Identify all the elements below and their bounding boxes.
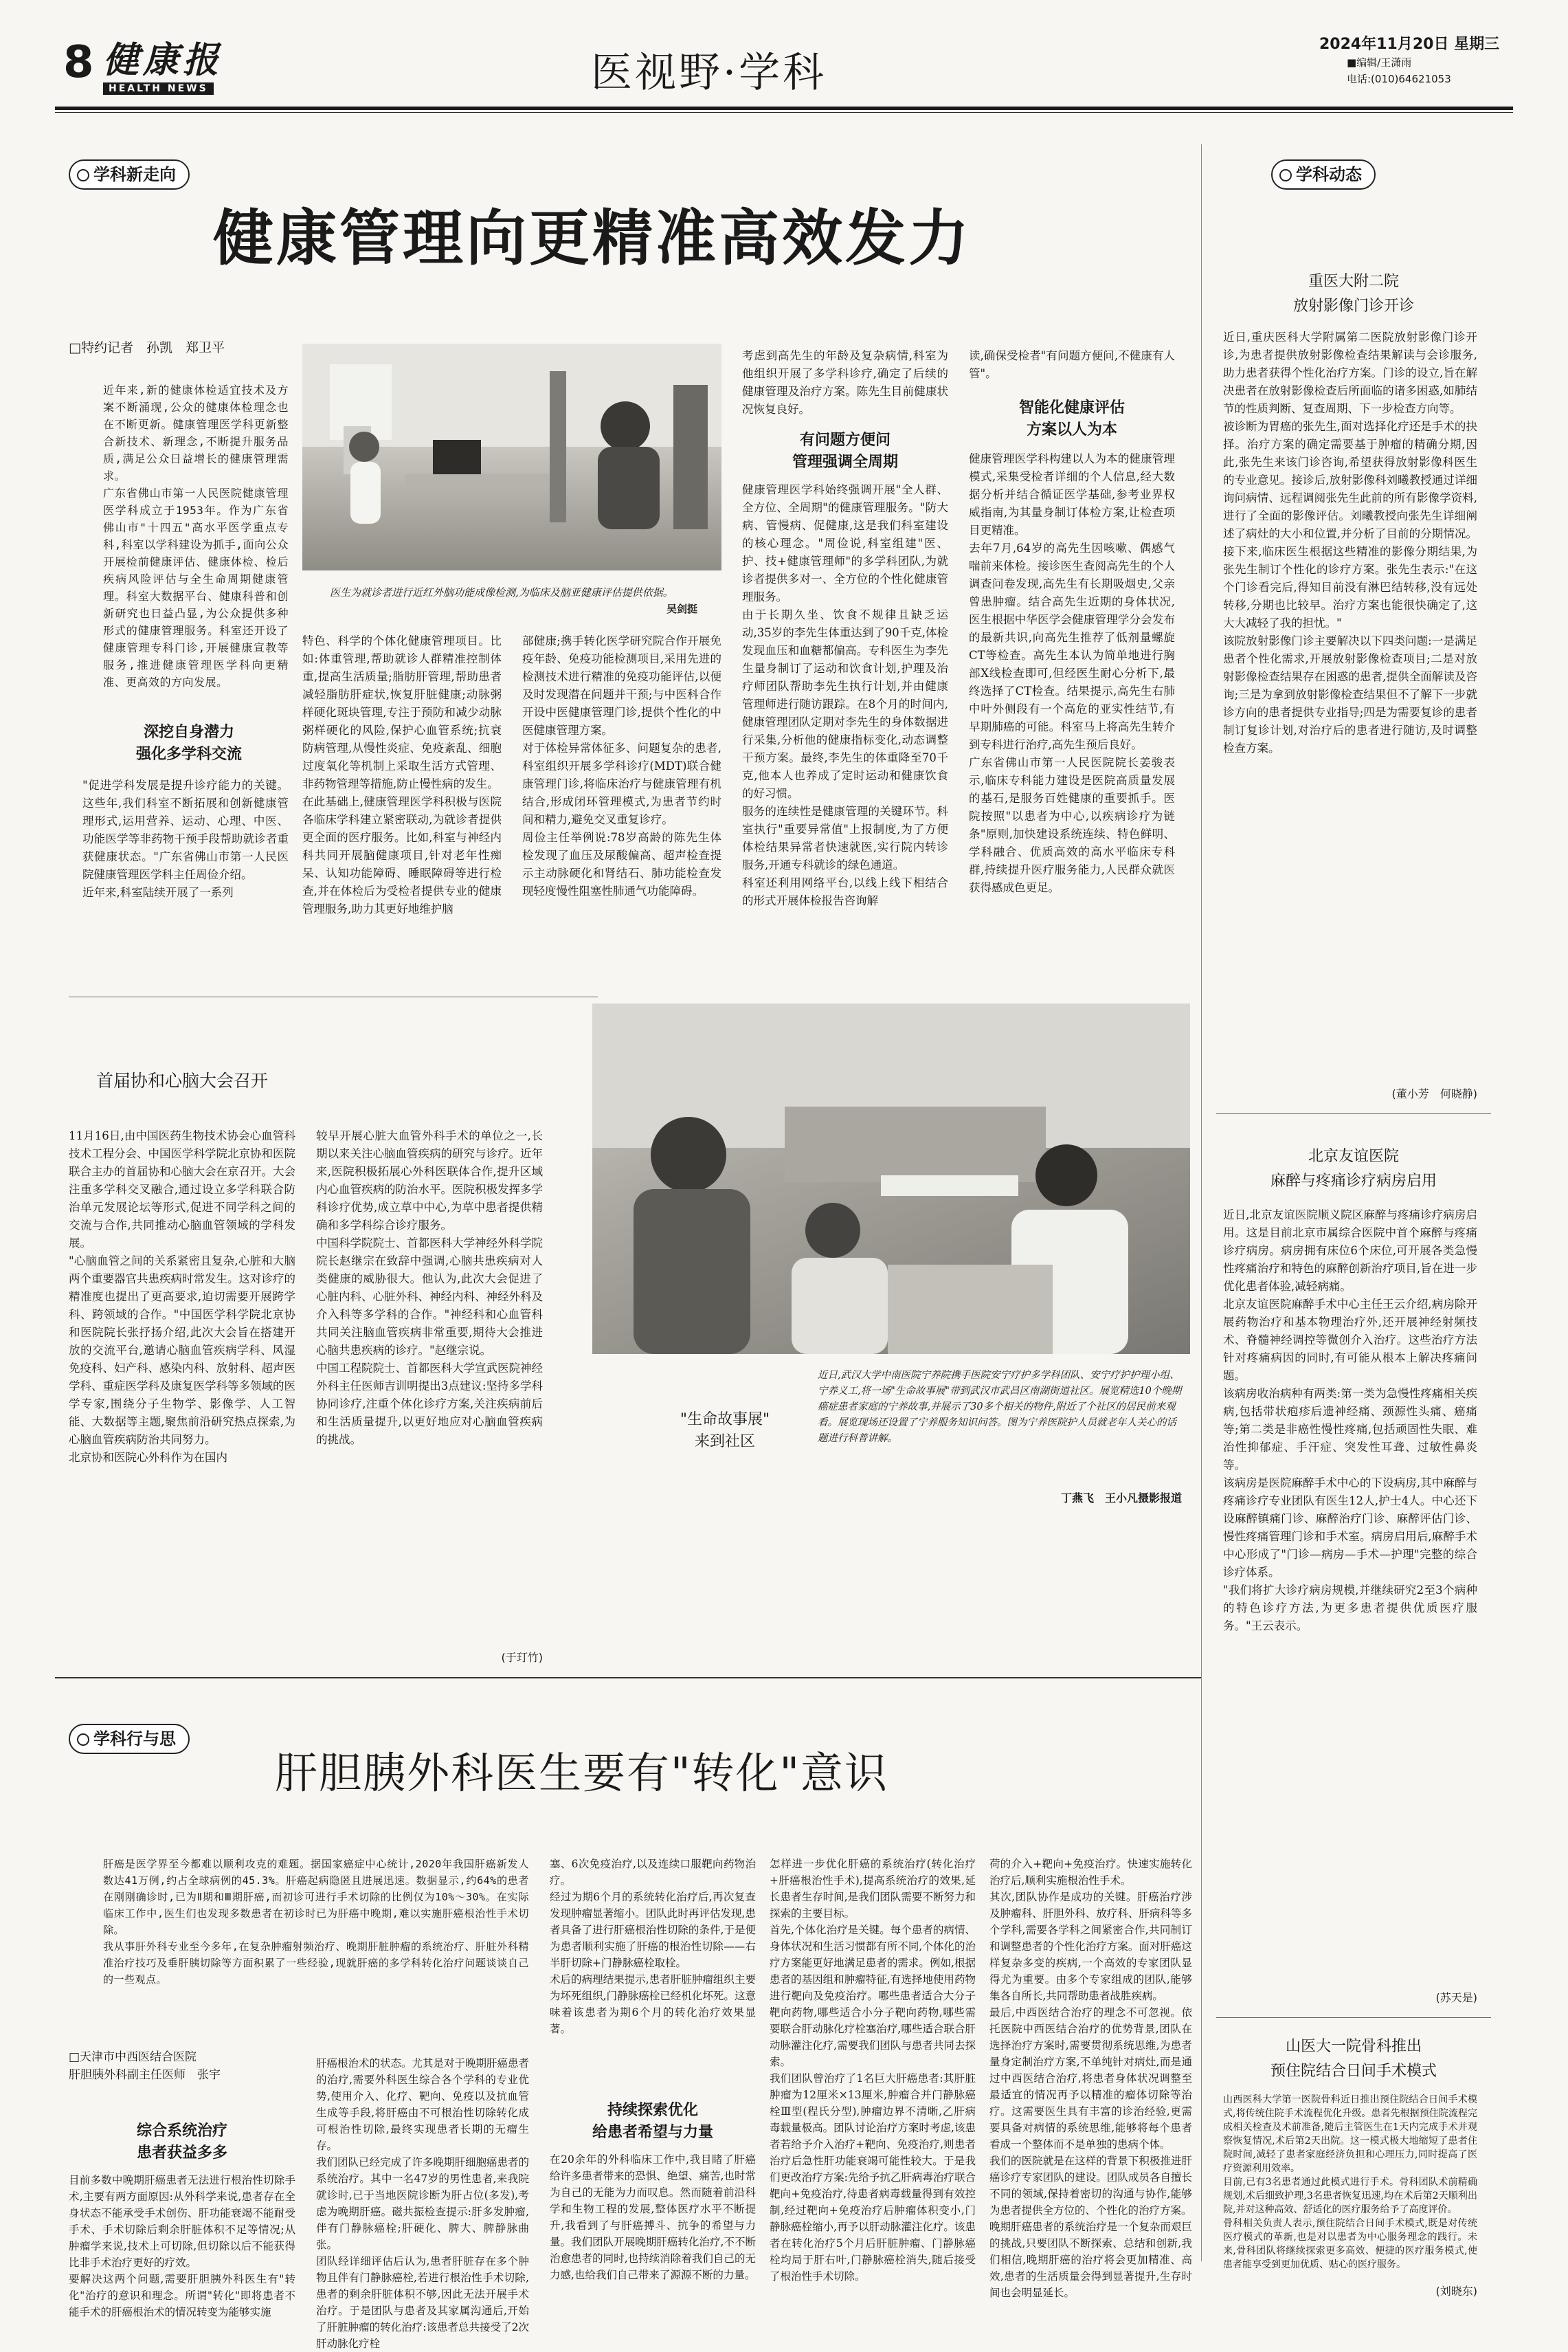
section-title: 医视野·学科	[591, 49, 827, 97]
middle-news-title: 首届协和心脑大会召开	[96, 1071, 269, 1091]
life-story-photo	[592, 1003, 1190, 1354]
right-news2-body: 近日,北京友谊医院顺义院区麻醉与疼痛诊疗病房启用。这是目前北京市属综合医院中首个麻醉与疼痛诊疗病房。病房拥有床位6个床位,可开展各类急慢性疼痛治疗和特色的麻醉创新治疗项目,旨在进一步优化患者体验,减轻病痛。 北京友谊医院麻醉手术中心主任王云介绍,病房除开展药物治疗和基本物理治疗外,还开展神经射频技术、脊髓神经调控等微创介入治疗。这些治疗方法针对疼痛病因的同时,有可能从根本上解决疼痛问题。 该病房收治病种有两类:第一类为急慢性疼痛相关疾病,包括带状疱疹后遗神经痛、颈源性头痛、癌痛等;第二类是非癌性慢性疼痛,包括顽固性失眠、难治性抑郁症、手汗症、突发性耳聋、过敏性鼻炎等。 该病房是医院麻醉手术中心的下设病房,其中麻醉与疼痛诊疗专业团队有医生12人,护士4人。中心还下设麻醉镇痛门诊、麻醉治疗门诊、麻醉评估门诊、慢性疼痛管理门诊和手术室。病房启用后,麻醉手术中心形成了"门诊—病房—手术—护理"完整的综合诊疗体系。 "我们将扩大诊疗病房规模,并继续研究2至3个病种的特色诊疗方法,为更多患者提供优质医疗服务。"王云表示。	[1223, 1208, 1477, 1632]
bottom-col-3b: 在20余年的外科临床工作中,我目睹了肝癌给许多患者带来的恐惧、绝望、痛苦,也时常为自己的无能为力而叹息。然而随着前沿科学和生物工程的发展,整体医疗水平不断提升,我看到了与肝癌搏斗、抗争的希望与力量。我们团队开展晚期肝癌转化治疗,不不断治愈患者的同时,也持续消除着我们自己的无力感,也给我们自己带来了源源不断的力量。	[550, 2153, 756, 2281]
bottom-subhead-2: 持续探索优化 给患者希望与力量	[592, 2102, 713, 2141]
main-subhead-1: 深挖自身潜力 强化多学科交流	[135, 724, 242, 763]
bottom-article-byline: □天津市中西医结合医院 肝胆胰外科副主任医师 张宇	[69, 2050, 221, 2082]
right-column-divider	[1201, 144, 1202, 2261]
paper-logo	[103, 40, 223, 95]
right-news1-body: 近日,重庆医科大学附属第二医院放射影像门诊开诊,为患者提供放射影像检查结果解读与会诊服务,助力患者获得个性化治疗方案。门诊的设立,旨在解决患者在放射影像检查后所面临的诸多困惑,如肺结节的性质判断、复查周期、下一步检查方向等。 被诊断为胃癌的张先生,面对选择化疗还是手术的抉择。治疗方案的确定需要基于肿瘤的精确分期,因此,张先生来该门诊咨询,希望获得放射影像科医生的专业意见。接诊后,放射影像科刘曦教授通过详细询问病情、远程调阅张先生此前的所有影像学资料,进行了全面的影像评估。刘曦教授向张先生详细阐述了病灶的大小和位置,并分析了目前的分期情况。接下来,临床医生根据这些精准的影像分期结果,为张先生制订个性化的诊疗方案。张先生表示:"在这个门诊看完后,得知目前没有淋巴结转移,没有远处转移,分期也比较早。治疗方案也能很快确定了,这大大减轻了我的担忧。" 该院放射影像门诊主要解决以下四类问题:一是满足患者个性化需求,开展放射影像检查项目;二是对放射影像检查结果存在困惑的患者,提供全面解读及咨询;三是为拿到放射影像检查结果但不了解下一步就诊方向的患者提供专业指导;四是为需要复诊的患者制订复诊计划,对治疗后的患者进行随访,及时调整检查方案。	[1223, 331, 1477, 755]
bottom-col-5: 荷的介入+靶向+免疫治疗。快速实施转化治疗后,顺利实施根治性手术。 其次,团队协作是成功的关键。肝癌治疗涉及肿瘤科、肝胆外科、放疗科、肝病科等多个学科,需要各学科之间紧密合作,共同制订和调整患者的个性化治疗方案。面对肝癌这样复杂多变的疾病,一个高效的专家团队显得尤为重要。由多个专家组成的团队,能够集各自所长,共同帮助患者战胜疾病。 最后,中西医结合治疗的理念不可忽视。依托医院中西医结合治疗的优势背景,团队在选择治疗方案时,需要贯彻系统思维,为患者量身定制治疗方案,不单纯针对病灶,而是通过中西医结合治疗,将患者身体状况调整至最适宜的情况再予以精准的瘤体切除等治疗。这需要医生具有丰富的诊治经验,更需要具备对病情的系统思维,能够将每个患者看成一个整体而不是单独的患病个体。 我们的医院就是在这样的背景下积极推进肝癌诊疗专家团队的建设。团队成员各自擅长不同的领域,保持着密切的沟通与协作,能够为患者提供全方位的、个性化的治疗方案。 晚期肝癌患者的系统治疗是一个复杂而艰巨的挑战,只要团队不断探索、总结和创新,我们相信,晚期肝癌的治疗将会更加精准、高效,患者的生活质量会得到显著提升,生存时间也会明显延长。	[989, 1858, 1192, 2299]
middle-news-credit: (于玎竹)	[501, 1651, 543, 1664]
paper-en-name: HEALTH NEWS	[103, 82, 214, 95]
bottom-col-4: 怎样进一步优化肝癌的系统治疗(转化治疗+肝癌根治性手术),提高系统治疗的效果,延长患者生存时间,是我们团队需要不断努力和探索的主要目标。 首先,个体化治疗是关键。每个患者的病情、身体状况和生活习惯都有所不同,个体化的治疗方案能更好地满足患者的需求。例如,根据患者的基因组和肿瘤特征,有选择地使用药物进行靶向及免疫治疗。哪些患者适合大分子靶向药物,哪些适合小分子靶向药物,哪些需要联合肝动脉化疗栓塞治疗,哪些适合联合肝动脉灌注化疗,需要我们团队与患者共同去探索。 我们团队曾治疗了1名巨大肝癌患者:其肝脏肿瘤为12厘米×13厘米,肿瘤合并门静脉癌栓Ⅲ型(程氏分型),肿瘤边界不清晰,乙肝病毒载量极高。团队讨论治疗方案时考虑,该患者若给予介入治疗+靶向、免疫治疗,则患者治疗后急性肝功能衰竭可能性较大。于是我们更改治疗方案:先给予抗乙肝病毒治疗联合靶向+免疫治疗,待患者病毒载量得到有效控制,经过靶向+免疫治疗后肿瘤体积变小,门静脉癌栓缩小,再予以肝动脉灌注化疗。该患者在转化治疗5个月后肝脏肿瘤、门静脉癌栓均局于肝右叶,门静脉癌栓消失,随后接受了根治性手术切除。	[770, 1858, 976, 2283]
tag-practice: 学科行与思	[69, 1724, 190, 1754]
middle-col-1: 11月16日,由中国医药生物技术协会心血管科技术工程分会、中国医学科学院北京协和医院联合主办的首届协和心脑大会在京召开。大会注重多学科交叉融合,通过设立多学科联合防治单元发展论坛等形式,促进不同学科之间的交流与合作,共同推动心脑血管领域的学科发展。 "心脑血管之间的关系紧密且复杂,心脏和大脑两个重要器官共患疾病时常发生。这对诊疗的精准度也提出了更高要求,迫切需要开展跨学科、跨领域的合作。"中国医学科学院北京协和医院院长张抒扬介绍,此次大会旨在搭建开放的交流平台,邀请心脑血管疾病学科、风湿免疫科、妇产科、感染内科、放射科、超声医学科、重症医学科及康复医学科等多领域的医学专家,围绕分子生物学、影像学、人工智能、大数据等主题,聚焦前沿研究热点探索,为心脑血管疾病防治共同努力。 北京协和医院心外科作为在国内	[69, 1129, 295, 1464]
bottom-col-3a: 塞、6次免疫治疗,以及连续口服靶向药物治疗。 经过为期6个月的系统转化治疗后,再次复查发现肿瘤显著缩小。团队此时再评估发现,患者具备了进行肝癌根治性切除的条件,于是便为患者顺利实施了肝癌的根治性切除——右半肝切除+门静脉癌栓取栓。 术后的病理结果提示,患者肝脏肿瘤组织主要为坏死组织,门静脉癌栓已经机化坏死。这意味着该患者为期6个月的转化治疗效果显著。	[550, 1858, 756, 2035]
photo-scene	[592, 1003, 1190, 1354]
main-col-5a: 读,确保受检者"有问题方便问,不健康有人管"。	[969, 349, 1175, 380]
middle-photo-title: "生命故事展" 来到社区	[680, 1411, 770, 1450]
page-number: 8	[63, 37, 94, 88]
right-news2-credit: (苏天是)	[1435, 1991, 1477, 2004]
right-news3-credit: (刘晓东)	[1435, 2285, 1477, 2298]
middle-col-2: 较早开展心脏大血管外科手术的单位之一,长期以来关注心脑血管疾病的研究与诊疗。近年来,医院积极拓展心外科医联体合作,提升区域内心血管疾病的防治水平。医院积极发挥多学科诊疗优势,成立草中中心,为草中患者提供精确和多学科综合诊疗服务。 中国科学院院士、首都医科大学神经外科学院院长赵继宗在致辞中强调,心脑共患疾病对人类健康的威胁很大。他认为,此次大会促进了心脏内科、心脏外科、神经内科、神经外科及介入科等多学科的合作。"神经科和心血管科共同关注脑血管疾病非常重要,期待大会推进心脑共患疾病的诊疗。"赵继宗说。 中国工程院院士、首都医科大学宣武医院神经外科主任医师吉训明提出3点建议:坚持多学科协同诊疗,注重个体化诊疗方案,关注疾病前后和生活质量提升,以更好地应对心脑血管疾病的挑战。	[316, 1129, 543, 1446]
main-col-4a: 考虑到高先生的年龄及复杂病情,科室为他组织开展了多学科诊疗,确定了后续的健康管理及治疗方案。陈先生目前健康状况恢复良好。	[742, 349, 948, 416]
bottom-article-lead: 肝癌是医学界至今都难以顺利攻克的难题。据国家癌症中心统计,2020年我国肝癌新发人数达41万例,约占全球病例的45.3%。肝癌起病隐匿且进展迅速。数据显示,约64%的患者在刚刚确诊时,已为Ⅱ期和Ⅲ期肝癌,而初诊可进行手术切除的比例仅为10%～30%。在实际临床工作中,医生们也发现多数患者在初诊时已为肝癌中晚期,难以实施肝癌根治性手术切除。 我从事肝外科专业至今多年,在复杂肿瘤射频治疗、晚期肝脏肿瘤的系统治疗、肝脏外科精准治疗技巧及垂肝胰切除等方面积累了一些经验,现就肝癌的多学科转化治疗问题谈谈自己的一些观点。	[103, 1858, 529, 1986]
right-divider-2	[1216, 2017, 1491, 2018]
main-subhead-2: 有问题方便问 管理强调全周期	[792, 432, 898, 471]
main-photo-caption: 医生为就诊者进行近红外脑功能成像检测,为临床及脑亚健康评估提供依据。	[330, 586, 673, 599]
right-news3-title-visible: 山医大一院骨科推出 预住院结合日间手术模式	[1270, 2038, 1437, 2080]
editor-credit: ■编辑/王潇雨	[1347, 56, 1412, 69]
main-photo-credit: 吴剑挺	[667, 603, 698, 615]
doctor-scan-photo	[302, 344, 721, 570]
masthead-rule	[55, 107, 1513, 110]
main-article-lead: 近年来,新的健康体检适宜技术及方案不断涌现,公众的健康体检理念也在不断更新。健康管理医学科更新整合新技术、新理念,不断提升服务品质,满足公众日益增长的健康管理需求。 广东省佛山市第一人民医院健康管理医学科成立于1953年。作为广东省佛山市"十四五"高水平医学重点专科,科室以学科建设为抓手,面向公众开展检前健康评估、健康体检、检后疾病风险评估与全生命周期健康管理。科室大数据平台、健康科普和创新研究也日益凸显,为公众提供多种形式的健康管理服务。科室还开设了健康管理专科门诊,开展健康宣教等服务,推进健康管理医学科向更精准、更高效的方向发展。	[103, 384, 289, 689]
right-news1-credit: (董小芳 何晓静)	[1391, 1087, 1477, 1100]
main-article-title: 健康管理向更精准高效发力	[213, 203, 972, 274]
paper-name: 健康报	[103, 39, 223, 81]
right-news2-title: 北京友谊医院 麻醉与疼痛诊疗病房启用	[1270, 1148, 1437, 1190]
main-col-2: 特色、科学的个体化健康管理项目。比如:体重管理,帮助就诊人群精准控制体重,提高生活质量;脂肪肝管理,帮助患者减轻脂肪肝症状,恢复肝脏健康;动脉粥样硬化斑块管理,专注于预防和减少动脉粥样硬化的风险,保护心血管系统;抗衰防病管理,从慢性炎症、免疫紊乱、细胞过度氧化等机制上采取生活方式管理、非药物管理等措施,防止慢性病的发生。 在此基础上,健康管理医学科积极与医院各临床学科建立紧密联动,为就诊者提供更全面的医疗服务。比如,科室与神经内科共同开展脑健康项目,针对老年性痴呆、认知功能障碍、睡眠障碍等进行检查,并在体检后为受检者提供专业的健康管理服务,助力其更好地维护脑	[302, 634, 502, 916]
middle-photo-caption: 近日,武汉大学中南医院宁养院携手医院安宁疗护多学科团队、安宁疗护护理小组、宁养义工,将一场"生命故事展"带到武汉市武昌区南湖街道社区。展览精选10个晚期癌症患者家庭的宁养故事,并展示了30多个相关的物件,附近了个社区的居民前来观看。展览现场还设置了宁养服务知识问答。图为宁养医院护人员就老年人关心的话题进行科普讲解。	[818, 1370, 1182, 1444]
bottom-col-1: 目前多数中晚期肝癌患者无法进行根治性切除手术,主要有两方面原因:从外科学来说,患者存在全身状态不能承受手术创伤、肝功能衰竭不能耐受手术、手术切除后剩余肝脏体积不足等情况;从肿瘤学来说,技术上可切除,但切除以后不能获得比非手术治疗更好的疗效。 要解决这两个问题,需要肝胆胰外科医生有"转化"治疗的意识和理念。所谓"转化"即将患者不能手术的肝癌根治术的情况转变为能够实施	[69, 2174, 295, 2318]
main-subhead-3: 智能化健康评估 方案以人为本	[1018, 399, 1125, 439]
editor-phone: 电话:(010)64621053	[1347, 73, 1451, 85]
main-col-5b: 健康管理医学科构建以人为本的健康管理模式,采集受检者详细的个人信息,经大数据分析并结合循证医学基础,参考业界权威指南,为其量身制订体检方案,让检查项目更精准。 去年7月,64岁的高先生因咳嗽、偶感气喘前来体检。接诊医生查阅高先生的个人调查问卷发现,高先生有长期吸烟史,父亲曾患肿瘤。结合高先生近期的身体状况,医生根据中华医学会健康管理学分会发布的最新共识,向高先生推荐了低剂量螺旋CT等检查。高先生本认为简单地进行胸部X线检查即可,但经医生耐心分析下,最终选择了CT检查。结果提示,高先生右肺中叶外侧段有一个高危的亚实性结节,有早期肺癌的可能。科室马上将高先生转介到专科进行治疗,高先生预后良好。 广东省佛山市第一人民医院院长姜骏表示,临床专科能力建设是医院高质量发展的基石,是服务百姓健康的重要抓手。医院按照"以患者为中心,以疾病诊疗为链条"原则,加快建设系统连续、特色鲜明、学科融合、优质高效的高水平临床专科群,持续提升医疗服务能力,人民群众就医获得感成色更足。	[969, 452, 1175, 894]
right-news1-title: 重医大附二院 放射影像门诊开诊	[1292, 273, 1414, 315]
tag-new-direction: 学科新走向	[69, 159, 190, 190]
bottom-col-2: 肝癌根治术的状态。尤其是对于晚期肝癌患者的治疗,需要外科医生综合各个学科的专业优势,使用介入、化疗、靶向、免疫以及抗血管生成等手段,将肝癌由不可根治性切除转化成可根治性切除,最终实现患者长期的无瘤生存。 我们团队已经完成了许多晚期肝细胞癌患者的系统治疗。其中一名47岁的男性患者,来我院就诊时,已于当地医院诊断为肝占位(多发),考虑为晚期肝癌。磁共振检查提示:肝多发肿瘤,伴有门静脉癌栓;肝硬化、脾大、脾静脉曲张。 团队经详细评估后认为,患者肝脏存在多个肿物且伴有门静脉癌栓,若进行根治性手术切除,患者的剩余肝脏体积不够,因此无法开展手术治疗。于是团队与患者及其家属沟通后,开始了肝脏肿瘤的转化治疗:该患者总共接受了2次肝动脉化疗栓	[316, 2057, 530, 2350]
right-divider-1	[1216, 1113, 1491, 1114]
bottom-article-title: 肝胆胰外科医生要有"转化"意识	[275, 1748, 889, 1798]
masthead-rule-thin	[55, 112, 1513, 113]
main-col-1: "促进学科发展是提升诊疗能力的关键。这些年,我们科室不断拓展和创新健康管理形式,运用营养、运动、心理、中医、功能医学等非药物干预手段帮助就诊者重获健康状态。"广东省佛山市第一人民医院健康管理医学科主任周俭介绍。 近年来,科室陆续开展了一系列	[82, 779, 289, 899]
middle-photo-credit: 丁燕飞 王小凡摄影报道	[1060, 1491, 1182, 1505]
bottom-section-divider	[55, 1677, 1201, 1678]
tag-dynamics: 学科动态	[1271, 159, 1376, 190]
main-article-byline: □特约记者 孙凯 郑卫平	[69, 340, 225, 355]
right-news3-body: 山西医科大学第一医院骨科近日推出预住院结合日间手术模式,将传统住院手术流程优化升级。患者先根据预住院流程完成相关检查及术前准备,随后主管医生在1天内完成手术并观察恢复情况,术后第2天出院。这一模式极大地缩短了患者住院时间,减轻了患者家庭经济负担和心理压力,同时提高了医疗资源利用效率。 目前,已有3名患者通过此模式进行手术。骨科团队术前精确规划,术后细致护理,3名患者恢复迅速,均在术后第2天顺利出院,并对这种高效、舒适化的医疗服务给予了高度评价。 骨科相关负责人表示,预住院结合日间手术模式,既是对传统医疗模式的革新,也是对以患者为中心服务理念的践行。未来,骨科团队将继续探索更多高效、便捷的医疗服务模式,使患者能享受到更加优质、贴心的医疗服务。	[1223, 2094, 1477, 2270]
photo-illustration	[302, 344, 721, 570]
main-col-4b: 健康管理医学科始终强调开展"全人群、全方位、全周期"的健康管理服务。"防大病、管慢病、促健康,这是我们科室建设的核心理念。"周俭说,科室组建"医、护、技+健康管理师"的多学科团队,为就诊者提供多对一、全方位的个性化健康管理服务。 由于长期久坐、饮食不规律且缺乏运动,35岁的李先生体重达到了90千克,体检发现血压和血糖都偏高。专科医生为李先生量身制订了运动和饮食计划,护理及治疗师团队帮助李先生执行计划,并由健康管理师进行随访跟踪。在8个月的时间内,健康管理团队定期对李先生的身体数据进行采集,分析他的健康指标变化,动态调整干预方案。最终,李先生的体重降至70千克,他本人也养成了定时运动和健康饮食的好习惯。 服务的连续性是健康管理的关键环节。科室执行"重要异常值"上报制度,为了方便体检结果异常者快速就医,实行院内转诊服务,开通专科就诊的绿色通道。 科室还利用网络平台,以线上线下相结合的形式开展体检报告咨询解	[742, 483, 948, 907]
bottom-subhead-1: 综合系统治疗 患者获益多多	[136, 2122, 227, 2162]
main-col-3: 部健康;携手转化医学研究院合作开展免疫年龄、免疫功能检测项目,采用先进的检测技术进行精准的免疫功能评估,以便及时发现潜在问题并干预;与中医科合作开设中医健康管理门诊,提供个性化的中医健康管理方案。 对于体检异常体征多、问题复杂的患者,科室组织开展多学科诊疗(MDT)联合健康管理门诊,将临床治疗与健康管理有机结合,形成闭环管理模式,为患者节约时间和精力,避免交叉重复诊疗。 周俭主任举例说:78岁高龄的陈先生体检发现了血压及尿酸偏高、超声检查提示主动脉硬化和肾结石、肺功能检查发现轻度慢性阻塞性肺通气功能障碍。	[522, 634, 721, 898]
issue-date: 2024年11月20日 星期三	[1319, 36, 1500, 53]
